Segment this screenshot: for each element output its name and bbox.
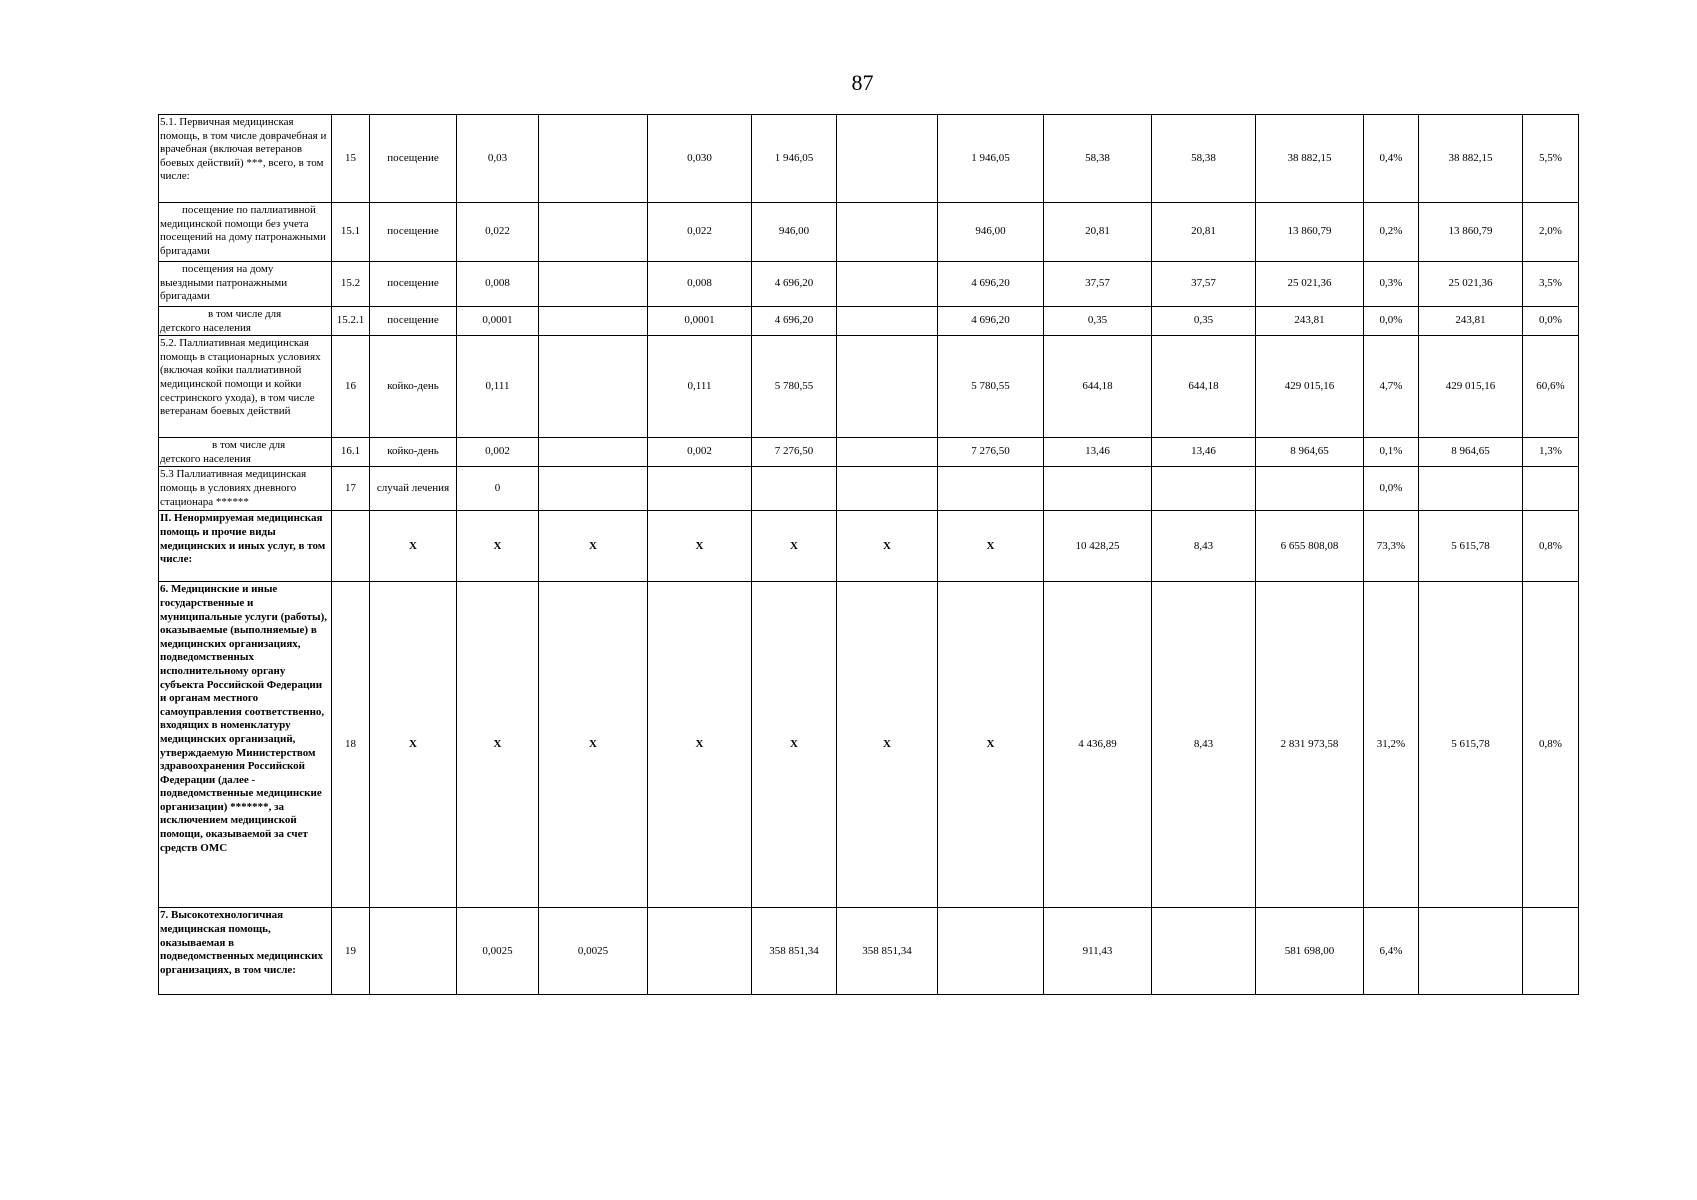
cell-per-capita-2: 20,81 xyxy=(1152,203,1256,262)
cell-norm-1: 0,111 xyxy=(457,336,539,438)
cell-norm-3: 0,030 xyxy=(648,115,752,203)
row-label-lead: посещения на дому xyxy=(182,263,274,275)
cell-per-capita-2: 37,57 xyxy=(1152,262,1256,307)
row-label-lead: посещение по паллиативной xyxy=(182,204,316,216)
cell-total-2: 243,81 xyxy=(1419,307,1523,336)
cell-total-1: 13 860,79 xyxy=(1256,203,1364,262)
row-label-text: 5.2. Паллиативная медицинская помощь в стационарных условиях (включая койки паллиативной медицинской помощи и койки сестринского ухода), в том числе ветеранам боевых действий xyxy=(160,337,321,418)
cell-cost-2 xyxy=(837,203,938,262)
table-row xyxy=(159,115,1579,203)
cell-norm-3: X xyxy=(648,582,752,908)
cell-cost-2 xyxy=(837,307,938,336)
cell-per-capita-2: 644,18 xyxy=(1152,336,1256,438)
cell-per-capita-2 xyxy=(1152,908,1256,995)
cell-total-1: 2 831 973,58 xyxy=(1256,582,1364,908)
cell-norm-2 xyxy=(539,438,648,467)
cell-norm-3: 0,008 xyxy=(648,262,752,307)
cell-cost-2 xyxy=(837,336,938,438)
cell-norm-1: 0,002 xyxy=(457,438,539,467)
cell-per-capita-1: 13,46 xyxy=(1044,438,1152,467)
cell-norm-1: 0 xyxy=(457,467,539,511)
row-label-text: детского населения xyxy=(160,321,251,334)
cell-cost-2 xyxy=(837,438,938,467)
cell-row-number xyxy=(332,511,370,582)
table-row xyxy=(159,908,1579,995)
cell-cost-1 xyxy=(752,467,837,511)
row-label xyxy=(159,467,332,511)
cell-norm-1: X xyxy=(457,582,539,908)
cell-total-2: 5 615,78 xyxy=(1419,511,1523,582)
table-row xyxy=(159,511,1579,582)
cell-row-number: 15.2 xyxy=(332,262,370,307)
cell-norm-2 xyxy=(539,336,648,438)
cell-total-1: 8 964,65 xyxy=(1256,438,1364,467)
row-label xyxy=(159,262,332,307)
cell-total-2: 25 021,36 xyxy=(1419,262,1523,307)
cell-row-number: 17 xyxy=(332,467,370,511)
cell-cost-1: 946,00 xyxy=(752,203,837,262)
cell-norm-2 xyxy=(539,467,648,511)
cell-norm-1: 0,0025 xyxy=(457,908,539,995)
cell-total-1: 581 698,00 xyxy=(1256,908,1364,995)
cell-row-number: 16 xyxy=(332,336,370,438)
row-label-text: выездными патронажными бригадами xyxy=(160,276,288,303)
cell-norm-2: X xyxy=(539,511,648,582)
cell-per-capita-1: 10 428,25 xyxy=(1044,511,1152,582)
cell-cost-2: X xyxy=(837,582,938,908)
cell-per-capita-1: 37,57 xyxy=(1044,262,1152,307)
cell-unit: посещение xyxy=(370,262,457,307)
cell-share-1: 0,1% xyxy=(1364,438,1419,467)
cell-per-capita-2: 8,43 xyxy=(1152,582,1256,908)
cell-cost-3: 4 696,20 xyxy=(938,307,1044,336)
cell-cost-1: 7 276,50 xyxy=(752,438,837,467)
row-label-text: 5.1. Первичная медицинская помощь, в том числе доврачебная и врачебная (включая ветеранов боевых действий) ***, всего, в том числе: xyxy=(160,116,327,183)
financing-table xyxy=(158,114,1579,995)
cell-unit: X xyxy=(370,511,457,582)
cell-share-2: 0,0% xyxy=(1523,307,1579,336)
cell-share-1: 0,0% xyxy=(1364,467,1419,511)
cell-total-1: 6 655 808,08 xyxy=(1256,511,1364,582)
cell-cost-1: 5 780,55 xyxy=(752,336,837,438)
row-label-lead: в том числе для xyxy=(208,308,282,320)
cell-cost-1: X xyxy=(752,511,837,582)
cell-share-1: 6,4% xyxy=(1364,908,1419,995)
cell-norm-2: X xyxy=(539,582,648,908)
table-row xyxy=(159,203,1579,262)
cell-unit: посещение xyxy=(370,203,457,262)
row-label-text: 6. Медицинские и иные государственные и муниципальные услуги (работы), оказываемые (выполняемые) в медицинских организациях, подведомственных исполнительному органу субъекта Российской Федерации и органам местного самоуправления соответственно, входящих в номенклатуру медицинских организаций, утверждаемую Министерством здравоохранения Российской Федерации (далее - подведомственные медицинские организации) *******, за исключением медицинской помощи, оказываемой за счет средств ОМС xyxy=(160,583,328,854)
cell-cost-1: 4 696,20 xyxy=(752,262,837,307)
cell-cost-1: 4 696,20 xyxy=(752,307,837,336)
cell-cost-3 xyxy=(938,467,1044,511)
row-label xyxy=(159,582,332,908)
cell-row-number: 15.1 xyxy=(332,203,370,262)
cell-per-capita-2: 13,46 xyxy=(1152,438,1256,467)
row-label xyxy=(159,115,332,203)
cell-share-2: 60,6% xyxy=(1523,336,1579,438)
row-label xyxy=(159,438,332,467)
cell-row-number: 16.1 xyxy=(332,438,370,467)
cell-cost-3: X xyxy=(938,582,1044,908)
cell-per-capita-1: 911,43 xyxy=(1044,908,1152,995)
cell-row-number: 18 xyxy=(332,582,370,908)
cell-share-1: 4,7% xyxy=(1364,336,1419,438)
cell-norm-3: 0,022 xyxy=(648,203,752,262)
cell-total-1: 25 021,36 xyxy=(1256,262,1364,307)
cell-total-2: 8 964,65 xyxy=(1419,438,1523,467)
cell-share-2: 0,8% xyxy=(1523,511,1579,582)
cell-cost-2 xyxy=(837,262,938,307)
cell-norm-1: 0,008 xyxy=(457,262,539,307)
table-row xyxy=(159,262,1579,307)
cell-norm-3: 0,0001 xyxy=(648,307,752,336)
cell-total-1: 38 882,15 xyxy=(1256,115,1364,203)
cell-row-number: 19 xyxy=(332,908,370,995)
page-number: 87 xyxy=(851,70,874,95)
table-row xyxy=(159,438,1579,467)
cell-norm-2 xyxy=(539,203,648,262)
row-label-lead: в том числе для xyxy=(212,439,286,452)
cell-per-capita-1: 20,81 xyxy=(1044,203,1152,262)
cell-share-1: 0,0% xyxy=(1364,307,1419,336)
cell-unit: посещение xyxy=(370,307,457,336)
cell-row-number: 15.2.1 xyxy=(332,307,370,336)
cell-cost-3: 4 696,20 xyxy=(938,262,1044,307)
row-label-text: II. Ненормируемая медицинская помощь и прочие виды медицинских и иных услуг, в том числе: xyxy=(160,512,326,566)
cell-cost-2: X xyxy=(837,511,938,582)
cell-total-1: 429 015,16 xyxy=(1256,336,1364,438)
cell-cost-2 xyxy=(837,467,938,511)
row-label xyxy=(159,307,332,336)
cell-norm-3: 0,111 xyxy=(648,336,752,438)
table-row xyxy=(159,582,1579,908)
cell-share-2: 1,3% xyxy=(1523,438,1579,467)
cell-norm-2 xyxy=(539,262,648,307)
cell-total-2 xyxy=(1419,908,1523,995)
row-label xyxy=(159,336,332,438)
cell-norm-1: 0,022 xyxy=(457,203,539,262)
cell-norm-3: X xyxy=(648,511,752,582)
cell-cost-2 xyxy=(837,115,938,203)
cell-norm-1: 0,0001 xyxy=(457,307,539,336)
cell-share-2: 0,8% xyxy=(1523,582,1579,908)
cell-norm-3: 0,002 xyxy=(648,438,752,467)
cell-cost-3 xyxy=(938,908,1044,995)
cell-unit: X xyxy=(370,582,457,908)
cell-unit xyxy=(370,908,457,995)
cell-per-capita-2: 58,38 xyxy=(1152,115,1256,203)
cell-per-capita-1: 4 436,89 xyxy=(1044,582,1152,908)
cell-cost-3: 7 276,50 xyxy=(938,438,1044,467)
row-label xyxy=(159,203,332,262)
cell-norm-2 xyxy=(539,307,648,336)
cell-norm-2: 0,0025 xyxy=(539,908,648,995)
cell-norm-1: 0,03 xyxy=(457,115,539,203)
cell-cost-3: 5 780,55 xyxy=(938,336,1044,438)
cell-norm-1: X xyxy=(457,511,539,582)
cell-share-2: 3,5% xyxy=(1523,262,1579,307)
cell-share-2 xyxy=(1523,908,1579,995)
cell-cost-3: X xyxy=(938,511,1044,582)
cell-share-1: 31,2% xyxy=(1364,582,1419,908)
cell-cost-2: 358 851,34 xyxy=(837,908,938,995)
cell-total-2: 38 882,15 xyxy=(1419,115,1523,203)
cell-unit: койко-день xyxy=(370,438,457,467)
cell-total-1 xyxy=(1256,467,1364,511)
cell-per-capita-1 xyxy=(1044,467,1152,511)
cell-cost-1: 1 946,05 xyxy=(752,115,837,203)
table-row xyxy=(159,307,1579,336)
cell-cost-3: 946,00 xyxy=(938,203,1044,262)
table-row xyxy=(159,336,1579,438)
cell-per-capita-2: 0,35 xyxy=(1152,307,1256,336)
cell-share-2 xyxy=(1523,467,1579,511)
cell-norm-3 xyxy=(648,908,752,995)
row-label-text: медицинской помощи без учета посещений на дому патронажными бригадами xyxy=(160,217,326,257)
cell-total-2: 5 615,78 xyxy=(1419,582,1523,908)
cell-per-capita-1: 0,35 xyxy=(1044,307,1152,336)
cell-unit: койко-день xyxy=(370,336,457,438)
cell-cost-1: X xyxy=(752,582,837,908)
cell-share-1: 0,3% xyxy=(1364,262,1419,307)
row-label xyxy=(159,908,332,995)
cell-share-1: 0,4% xyxy=(1364,115,1419,203)
cell-total-2 xyxy=(1419,467,1523,511)
cell-share-2: 5,5% xyxy=(1523,115,1579,203)
cell-total-1: 243,81 xyxy=(1256,307,1364,336)
table-row xyxy=(159,467,1579,511)
row-label-text: 5.3 Паллиативная медицинская помощь в условиях дневного стационара ****** xyxy=(160,468,307,508)
cell-norm-3 xyxy=(648,467,752,511)
cell-cost-3: 1 946,05 xyxy=(938,115,1044,203)
cell-per-capita-2: 8,43 xyxy=(1152,511,1256,582)
cell-cost-1: 358 851,34 xyxy=(752,908,837,995)
cell-per-capita-2 xyxy=(1152,467,1256,511)
cell-per-capita-1: 644,18 xyxy=(1044,336,1152,438)
cell-share-2: 2,0% xyxy=(1523,203,1579,262)
row-label xyxy=(159,511,332,582)
row-label-text: 7. Высокотехнологичная медицинская помощь, оказываемая в подведомственных медицинских организациях, в том числе: xyxy=(160,909,323,976)
cell-total-2: 429 015,16 xyxy=(1419,336,1523,438)
cell-share-1: 73,3% xyxy=(1364,511,1419,582)
cell-per-capita-1: 58,38 xyxy=(1044,115,1152,203)
cell-unit: посещение xyxy=(370,115,457,203)
cell-norm-2 xyxy=(539,115,648,203)
row-label-text: детского населения xyxy=(160,452,251,465)
cell-unit: случай лечения xyxy=(370,467,457,511)
cell-total-2: 13 860,79 xyxy=(1419,203,1523,262)
cell-row-number: 15 xyxy=(332,115,370,203)
cell-share-1: 0,2% xyxy=(1364,203,1419,262)
